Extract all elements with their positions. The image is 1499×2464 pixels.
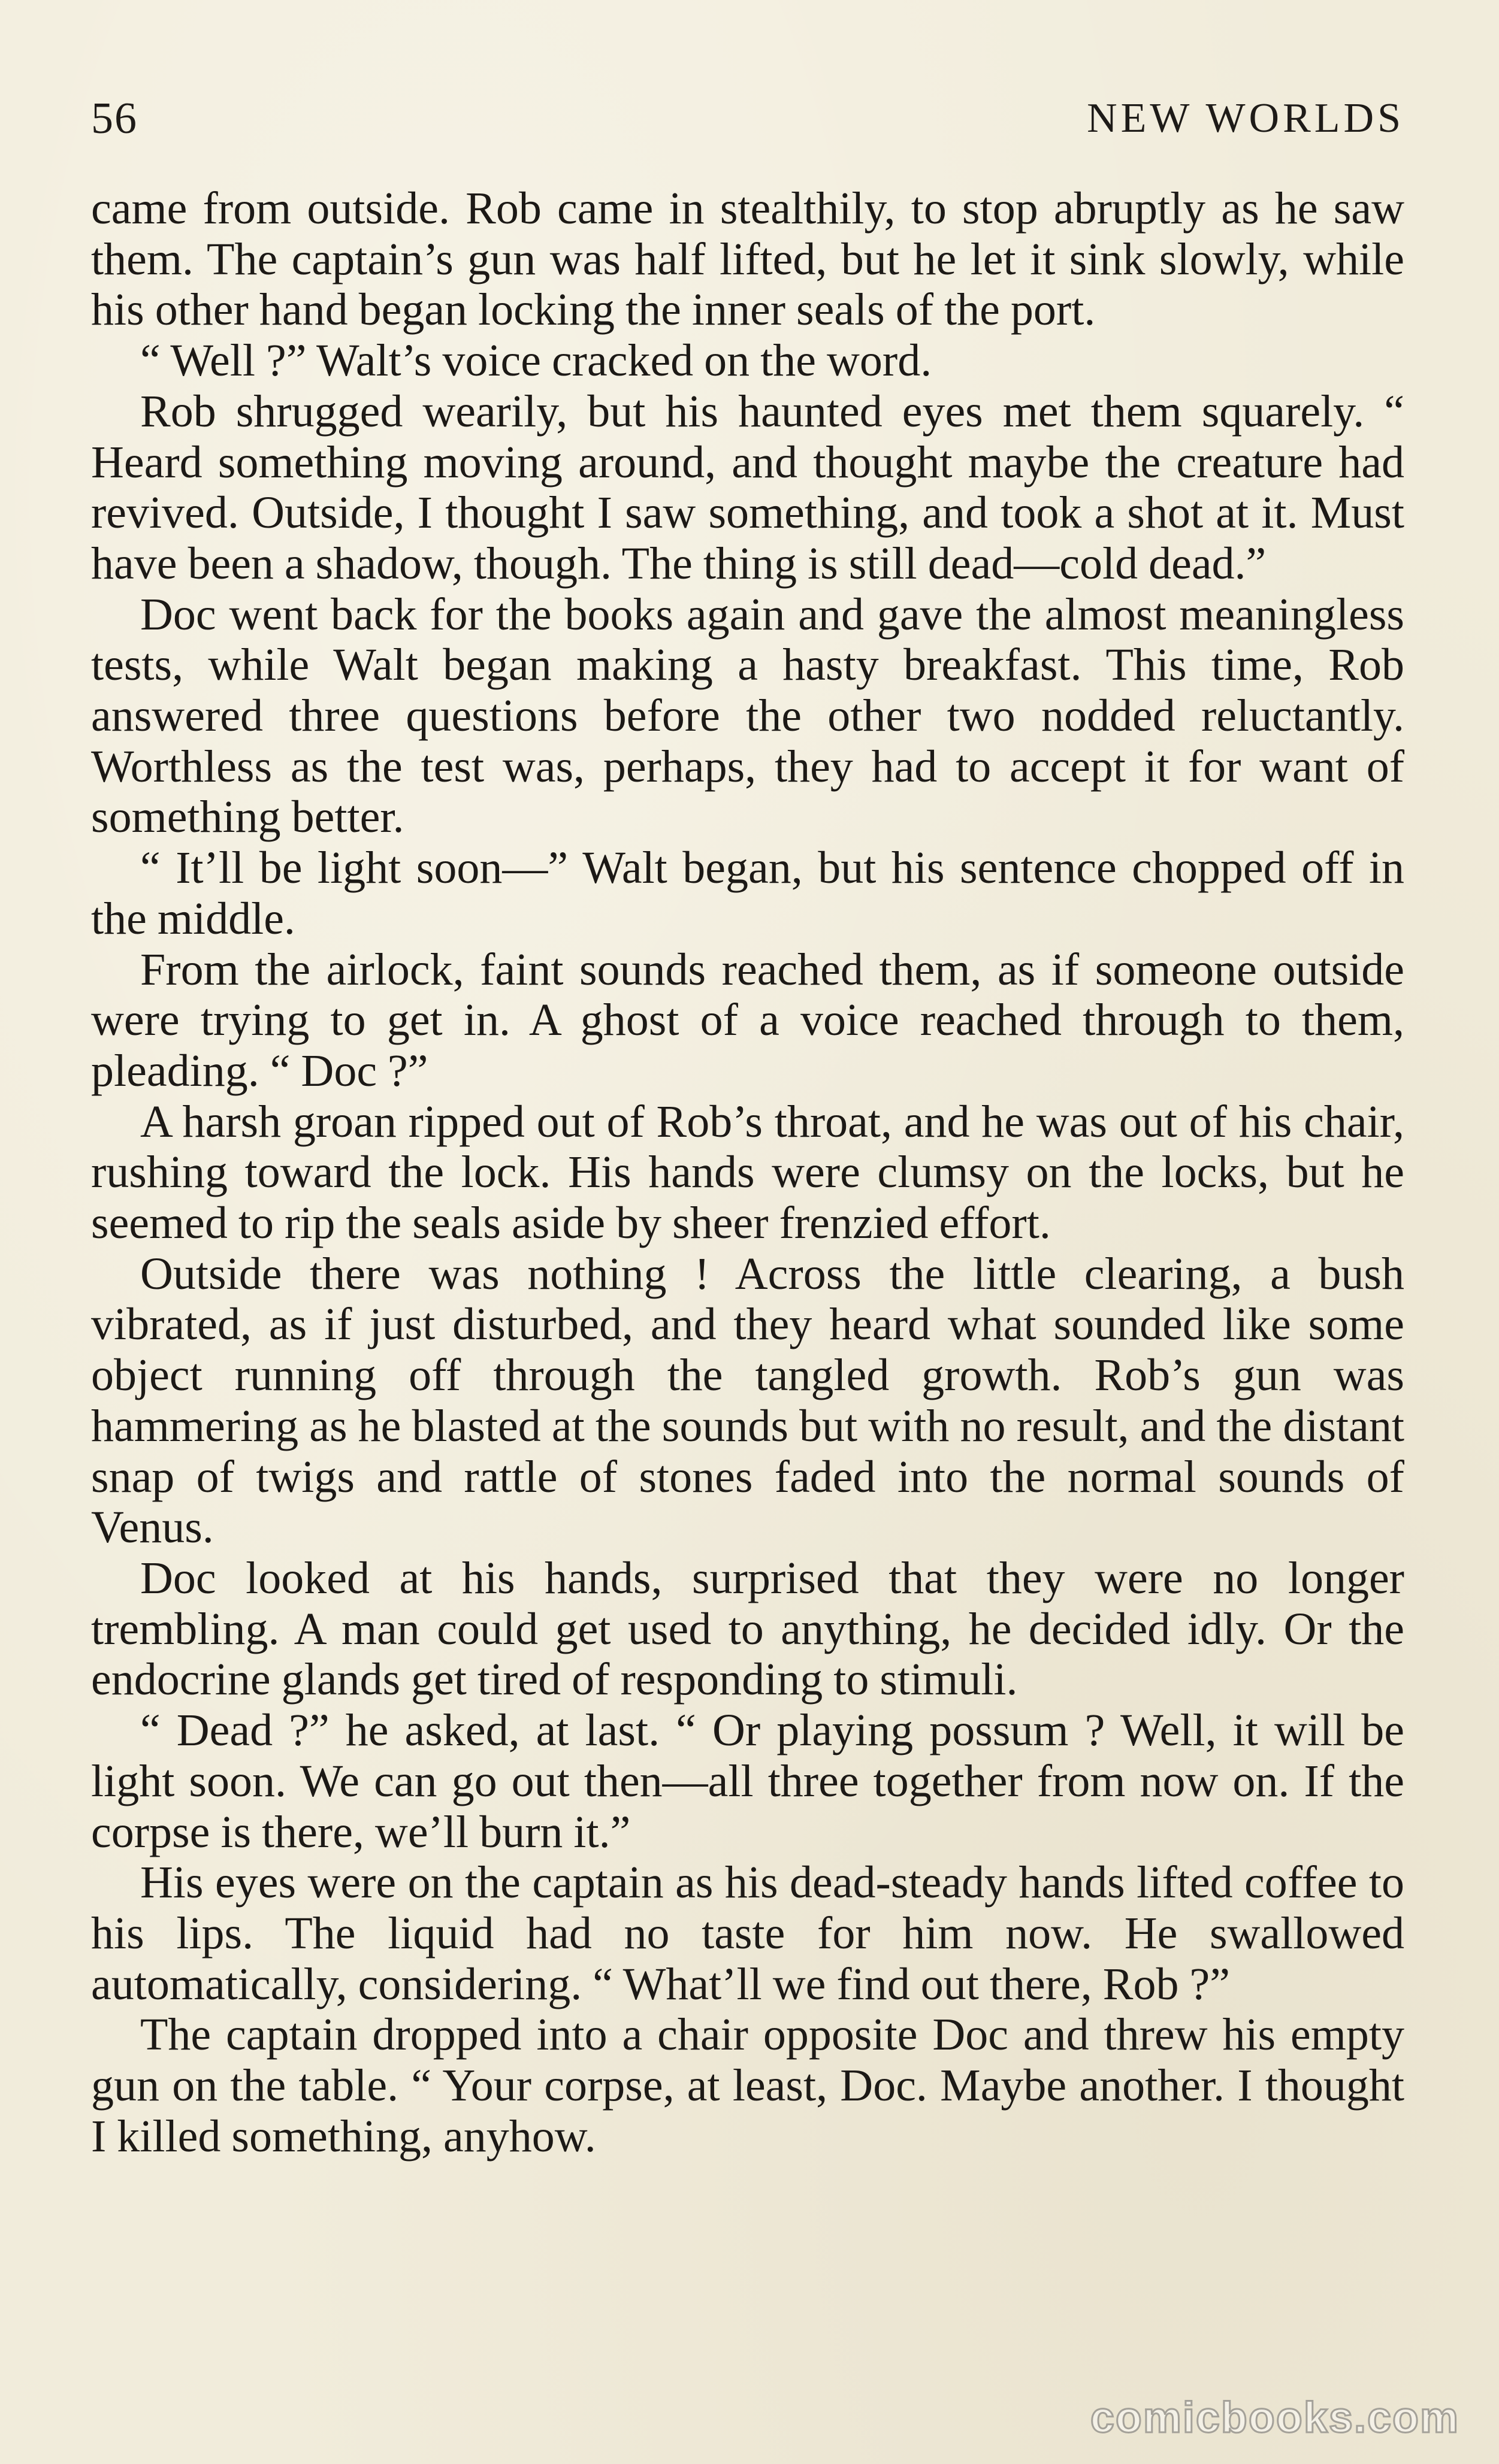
- paragraph: A harsh groan ripped out of Rob’s throat, and he was out of his chair, rushing toward the lock. His hands were clumsy on the locks, but he seemed to rip the seals aside by sheer frenzied effort.: [91, 1096, 1404, 1249]
- paragraph: “ Well ?” Walt’s voice cracked on the word.: [140, 335, 932, 386]
- paragraph: “ It’ll be light soon—” Walt began, but his sentence chopped off in the middle.: [91, 843, 1404, 944]
- paragraph: The captain dropped into a chair opposite Doc and threw his empty gun on the table. “ Your corpse, at least, Doc. Maybe another. I thought I killed something, anyhow.: [91, 2009, 1404, 2162]
- running-head: NEW WORLDS: [1087, 95, 1404, 141]
- paragraph: “ Dead ?” he asked, at last. “ Or playing possum ? Well, it will be light soon. We can go out then—all three together from now on. If the corpse is there, we’ll burn it.”: [91, 1705, 1404, 1857]
- page-number: 56: [91, 94, 138, 143]
- paragraph: Rob shrugged wearily, but his haunted eyes met them squarely. “ Heard something moving around, and thought maybe the creature had revived. Outside, I thought I saw something, and took a shot at it. Must have been a shadow, though. The thing is still dead—cold dead.”: [91, 386, 1404, 589]
- paragraph: Outside there was nothing ! Across the little clearing, a bush vibrated, as if just disturbed, and they heard what sounded like some object running off through the tangled growth. Rob’s gun was hammering as he blasted at the sounds but with no result, and the distant snap of twigs and rattle of stones faded into the normal sounds of Venus.: [91, 1248, 1404, 1553]
- paragraph: Doc looked at his hands, surprised that they were no longer trembling. A man could get used to anything, he decided idly. Or the endocrine glands get tired of responding to stimuli.: [91, 1552, 1404, 1705]
- page-header: [91, 89, 1404, 149]
- watermark: comicbooks.com: [1090, 2394, 1459, 2442]
- paragraph: From the airlock, faint sounds reached them, as if someone outside were trying to get in. A ghost of a voice reached through to them, pleading. “ Doc ?”: [91, 944, 1404, 1096]
- paragraph: His eyes were on the captain as his dead-steady hands lifted coffee to his lips. The liquid had no taste for him now. He swallowed automatically, considering. “ What’ll we find out there, Rob ?”: [91, 1857, 1404, 2009]
- story-text: [91, 183, 1404, 2162]
- paragraph: came from outside. Rob came in stealthily, to stop abruptly as he saw them. The captain’s gun was half lifted, but he let it sink slowly, while his other hand began locking the inner seals of the port.: [91, 183, 1404, 335]
- paragraph: Doc went back for the books again and gave the almost meaningless tests, while Walt began making a hasty breakfast. This time, Rob answered three questions before the other two nodded reluctantly. Worthless as the test was, perhaps, they had to accept it for want of something better.: [91, 589, 1404, 843]
